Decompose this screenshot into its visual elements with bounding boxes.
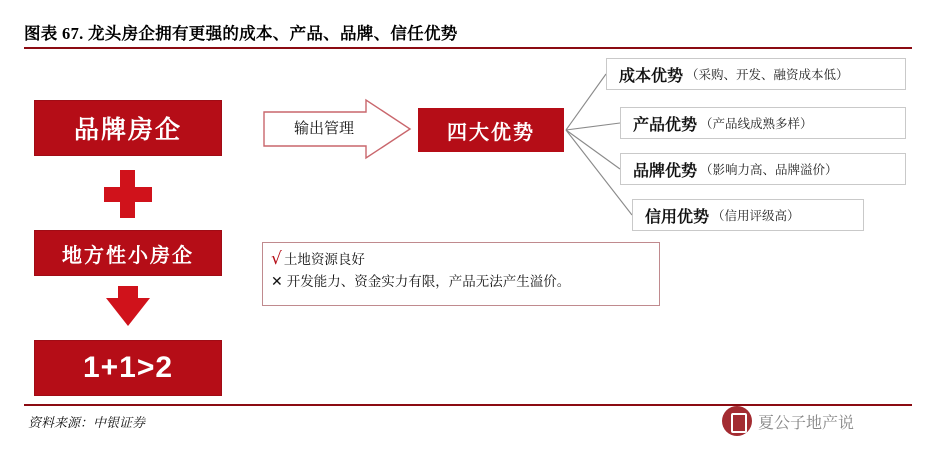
advantage-name: 产品优势 <box>633 116 698 134</box>
note-negative-text: 开发能力、资金实力有限，产品无法产生溢价。 <box>286 274 571 289</box>
advantage-name: 信用优势 <box>645 208 710 226</box>
advantage-item-brand <box>620 153 906 185</box>
advantage-item-credit <box>632 199 864 231</box>
figure-title-bar <box>24 18 912 46</box>
watermark-text: 夏公子地产说 <box>758 414 855 432</box>
title-divider <box>24 47 912 49</box>
down-arrow-icon <box>106 286 150 326</box>
advantage-note: （产品线成熟多样） <box>700 117 813 131</box>
synergy-result-box: 1+1>2 <box>34 340 222 396</box>
watermark <box>722 406 854 436</box>
brand-developer-box: 品牌房企 <box>34 100 222 156</box>
advantage-note: （影响力高、品牌溢价） <box>700 163 838 177</box>
note-positive <box>271 249 651 271</box>
note-negative <box>271 271 651 293</box>
notes-box <box>262 242 660 306</box>
flow-arrow-label: 输出管理 <box>293 121 354 137</box>
cross-icon: ✕ <box>271 274 283 290</box>
advantage-note: （信用评级高） <box>712 209 800 223</box>
advantage-item-cost <box>606 58 906 90</box>
advantage-item-product <box>620 107 906 139</box>
check-icon: √ <box>271 249 282 269</box>
source-note: 资料来源：中银证券 <box>28 415 146 430</box>
four-advantages-box: 四大优势 <box>418 108 564 152</box>
advantage-note: （采购、开发、融资成本低） <box>686 68 849 82</box>
advantage-name: 成本优势 <box>619 67 684 85</box>
page-title: 图表 67. 龙头房企拥有更强的成本、产品、品牌、信任优势 <box>24 24 458 43</box>
plus-icon <box>104 170 152 218</box>
local-small-developer-box: 地方性小房企 <box>34 230 222 276</box>
note-positive-text: 土地资源良好 <box>283 252 365 267</box>
advantage-name: 品牌优势 <box>633 162 698 180</box>
wechat-account-logo-icon <box>722 406 752 436</box>
